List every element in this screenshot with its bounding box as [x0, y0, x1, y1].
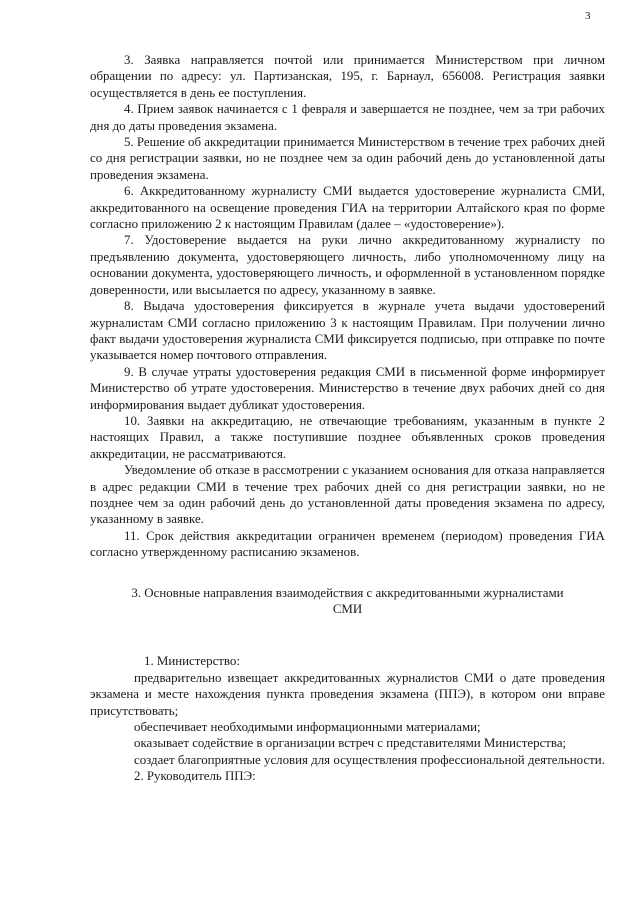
- list-item-ministry-point-2: обеспечивает необходимыми информационными материалами;: [134, 720, 481, 735]
- section-heading: 3. Основные направления взаимодействия с аккредитованными журналистами СМИ: [131, 585, 564, 616]
- list-item-ministry-point-3: оказывает содействие в организации встреч с представителями Министерства;: [134, 736, 567, 751]
- list-item-ministry-point-1: предварительно извещает аккредитованных журналистов СМИ о дате проведения экзамена и месте нахождения пункта проведения экзамена (ППЭ), в котором они вправе присутствовать;: [90, 670, 605, 718]
- list-item-ministry-title: 1. Министерство:: [144, 654, 240, 669]
- list-item-ppe-head-title: 2. Руководитель ППЭ:: [134, 769, 256, 784]
- paragraph-8: 8. Выдача удостоверения фиксируется в журнале учета выдачи удостоверений журналистам СМИ согласно приложению 3 к настоящим Правилам. При получении лично факт выдачи удостоверения журналиста СМИ фиксируется подписью, при отправке по почте указывается номер почтового отправления.: [90, 299, 605, 363]
- paragraph-3: 3. Заявка направляется почтой или принимается Министерством при личном обращении по адресу: ул. Партизанская, 195, г. Барнаул, 656008. Регистрация заявки осуществляется в день ее поступления.: [90, 53, 605, 100]
- paragraph-9: 9. В случае утраты удостоверения редакция СМИ в письменной форме информирует Министерство об утрате удостоверения. Министерство в течение двух рабочих дней со дня информирования выдает дубликат удостоверения.: [90, 364, 605, 412]
- list-item-ministry-point-4: создает благоприятные условия для осуществления профессиональной деятельности.: [134, 752, 605, 767]
- paragraph-11: 11. Срок действия аккредитации ограничен временем (периодом) проведения ГИА согласно утвержденному расписанию экзаменов.: [90, 528, 605, 560]
- document-body: [90, 52, 605, 785]
- paragraph-10: 10. Заявки на аккредитацию, не отвечающие требованиям, указанным в пункте 2 настоящих Правил, а также поступившие позднее объявленных сроков проведения аккредитации, не рассматриваются.: [90, 413, 605, 461]
- paragraph-5: 5. Решение об аккредитации принимается Министерством в течение трех рабочих дней со дня регистрации заявки, но не позднее чем за один рабочий день до установленной даты проведения экзамена.: [90, 135, 605, 182]
- paragraph-refusal-notice: Уведомление об отказе в рассмотрении с указанием основания для отказа направляется в адрес редакции СМИ в течение трех рабочих дней со дня регистрации заявки, но не позднее чем за один рабочий день до установленной даты проведения экзамена по адресу, указанному в заявке.: [90, 463, 605, 527]
- paragraph-6: 6. Аккредитованному журналисту СМИ выдается удостоверение журналиста СМИ, аккредитованного на освещение проведения ГИА на территории Алтайского края по форме согласно приложению 2 к настоящим Правилам (далее – «удостоверение»).: [90, 184, 605, 232]
- paragraph-4: 4. Прием заявок начинается с 1 февраля и завершается не позднее, чем за три рабочих дня до даты проведения экзамена.: [90, 102, 605, 133]
- paragraph-7: 7. Удостоверение выдается на руки лично аккредитованному журналисту по предъявлению документа, удостоверяющего личность, либо уполномоченному лицу на основании документа, удостоверяющего личность, и оформленной в установленном порядке доверенности, или высылается по адресу, указанному в заявке.: [90, 233, 605, 297]
- page-number: 3: [585, 10, 591, 22]
